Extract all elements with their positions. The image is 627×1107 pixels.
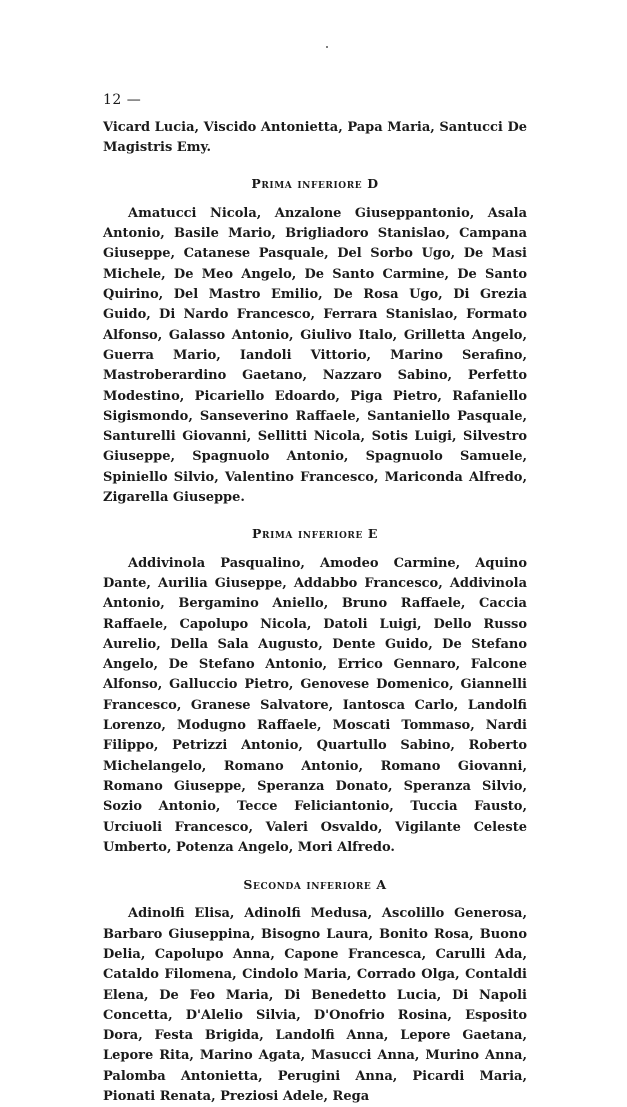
- section-heading-seconda-inferiore-a: Seconda inferiore A: [243, 877, 387, 893]
- ink-speck: [326, 46, 328, 48]
- section-heading-prima-inferiore-d: Prima inferiore D: [251, 175, 379, 191]
- name-list-seconda-inferiore-a: Adinolfi Elisa, Adinolfi Medusa, Ascolillo Generosa, Barbaro Giuseppina, Bisogno Laura, Bonito Rosa, Buono Delia, Capolupo Anna, Capone Francesca, Carulli Ada, Cataldo Filomena, Cindolo Maria, Corrado Olga, Contaldi Elena, De Feo Maria, Di Benedetto Lucia, Di Napoli Concetta, D'Alelio Silvia, D'Onofrio Rosina, Esposito Dora, Festa Brigida, Landolfi Anna, Lepore Gaetana, Lepore Rita, Marino Agata, Masucci Anna, Murino Anna, Palomba Antonietta, Perugini Anna, Picardi Maria, Pionati Renata, Preziosi Adele, Rega: [103, 906, 527, 1105]
- section-heading-prima-inferiore-e: Prima inferiore E: [251, 526, 379, 542]
- page-body: [103, 118, 527, 1107]
- continuation-text: Vicard Lucia, Viscido Antonietta, Papa Maria, Santucci De Magistris Emy.: [103, 120, 527, 156]
- page-number: 12 —: [103, 92, 142, 108]
- name-list-prima-inferiore-e: Addivinola Pasqualino, Amodeo Carmine, Aquino Dante, Aurilia Giuseppe, Addabbo Francesco, Addivinola Antonio, Bergamino Aniello, Bruno Raffaele, Caccia Raffaele, Capolupo Nicola, Datoli Luigi, Dello Russo Aurelio, Della Sala Augusto, Dente Guido, De Stefano Angelo, De Stefano Antonio, Errico Gennaro, Falcone Alfonso, Galluccio Pietro, Genovese Domenico, Giannelli Francesco, Granese Salvatore, Iantosca Carlo, Landolfi Lorenzo, Modugno Raffaele, Moscati Tommaso, Nardi Filippo, Petrizzi Antonio, Quartullo Sabino, Roberto Michelangelo, Romano Antonio, Romano Giovanni, Romano Giuseppe, Speranza Donato, Speranza Silvio, Sozio Antonio, Tecce Feliciantonio, Tuccia Fausto, Urciuoli Francesco, Valeri Osvaldo, Vigilante Celeste Umberto, Potenza Angelo, Mori Alfredo.: [103, 555, 527, 855]
- name-list-prima-inferiore-d: Amatucci Nicola, Anzalone Giuseppantonio, Asala Antonio, Basile Mario, Brigliadoro Stanislao, Campana Giuseppe, Catanese Pasquale, Del Sorbo Ugo, De Masi Michele, De Meo Angelo, De Santo Carmine, De Santo Quirino, Del Mastro Emilio, De Rosa Ugo, Di Grezia Guido, Di Nardo Francesco, Ferrara Stanislao, Formato Alfonso, Galasso Antonio, Giulivo Italo, Grilletta Angelo, Guerra Mario, Iandoli Vittorio, Marino Serafino, Mastroberardino Gaetano, Nazzaro Sabino, Perfetto Modestino, Picariello Edoardo, Piga Pietro, Rafaniello Sigismondo, Sanseverino Raffaele, Santaniello Pasquale, Santurelli Giovanni, Sellitti Nicola, Sotis Luigi, Silvestro Giuseppe, Spagnuolo Antonio, Spagnuolo Samuele, Spiniello Silvio, Valentino Francesco, Mariconda Alfredo, Zigarella Giuseppe.: [103, 205, 527, 506]
